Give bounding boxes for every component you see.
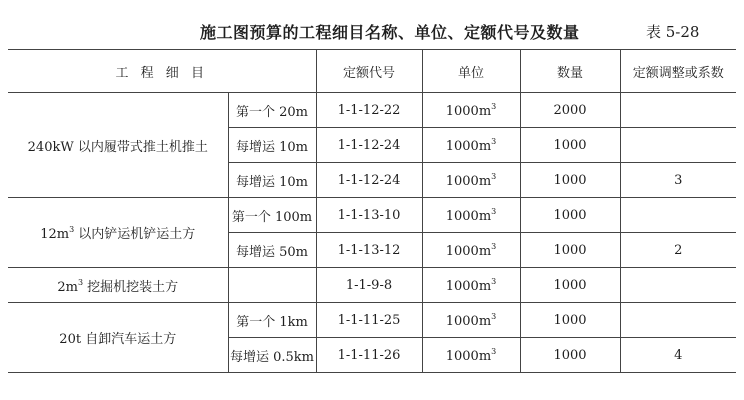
adjust-coefficient	[620, 268, 736, 303]
adjust-coefficient: 4	[620, 338, 736, 373]
quantity: 2000	[520, 93, 620, 128]
quantity: 1000	[520, 163, 620, 198]
sub-item: 第一个 100m	[228, 198, 316, 233]
header-qty: 数量	[520, 50, 620, 93]
sub-item: 第一个 20m	[228, 93, 316, 128]
work-item-name	[8, 268, 228, 303]
quota-code: 1-1-9-8	[316, 268, 422, 303]
sub-item: 每增运 50m	[228, 233, 316, 268]
unit-text: 1000m	[445, 173, 492, 189]
table-title: 施工图预算的工程细目名称、单位、定额代号及数量	[200, 23, 580, 42]
header-item: 工 程 细 目	[8, 50, 316, 93]
header-code: 定额代号	[316, 50, 422, 93]
unit-cell	[422, 303, 520, 338]
table-number: 表 5-28	[646, 23, 700, 41]
unit-text: 1000m	[445, 208, 492, 224]
work-item-name-text: 12m	[40, 227, 70, 242]
unit-cell	[422, 268, 520, 303]
sub-item: 每增运 10m	[228, 128, 316, 163]
adjust-coefficient	[620, 93, 736, 128]
work-item-name-text: 240kW 以内履带式推土机推土	[27, 139, 208, 155]
unit-cell	[422, 163, 520, 198]
unit-superscript: 3	[491, 276, 497, 286]
sub-item: 每增运 0.5km	[228, 338, 316, 373]
unit-superscript: 3	[491, 346, 497, 356]
unit-text: 1000m	[445, 348, 492, 364]
work-item-name	[8, 303, 228, 373]
unit-superscript: 3	[491, 136, 497, 146]
sub-item	[228, 268, 316, 303]
unit-text: 1000m	[445, 278, 492, 294]
quantity: 1000	[520, 198, 620, 233]
quota-code: 1-1-12-24	[316, 163, 422, 198]
unit-text: 1000m	[445, 313, 492, 329]
table-row	[8, 268, 736, 303]
work-item-name	[8, 93, 228, 198]
unit-cell	[422, 338, 520, 373]
table-row	[8, 198, 736, 233]
table-caption	[0, 20, 744, 44]
quantity: 1000	[520, 268, 620, 303]
adjust-coefficient: 2	[620, 233, 736, 268]
unit-superscript: 3	[491, 206, 497, 216]
sub-item: 每增运 10m	[228, 163, 316, 198]
table-row	[8, 93, 736, 128]
unit-cell	[422, 128, 520, 163]
quota-table	[8, 49, 736, 373]
quota-code: 1-1-13-12	[316, 233, 422, 268]
adjust-coefficient: 3	[620, 163, 736, 198]
table-header-row	[8, 50, 736, 93]
adjust-coefficient	[620, 128, 736, 163]
work-item-name-suffix: 以内铲运机铲运土方	[74, 227, 196, 242]
table-row	[8, 303, 736, 338]
work-item-name-superscript: 3	[77, 277, 84, 287]
unit-superscript: 3	[491, 311, 497, 321]
work-item-name-text: 20t 自卸汽车运土方	[59, 332, 177, 347]
quota-code: 1-1-12-24	[316, 128, 422, 163]
quantity: 1000	[520, 303, 620, 338]
unit-text: 1000m	[445, 243, 492, 259]
header-coef: 定额调整或系数	[620, 50, 736, 93]
unit-cell	[422, 233, 520, 268]
unit-text: 1000m	[445, 103, 492, 119]
work-item-name-superscript: 3	[69, 225, 75, 234]
unit-superscript: 3	[491, 241, 497, 251]
sub-item: 第一个 1km	[228, 303, 316, 338]
quota-code: 1-1-11-25	[316, 303, 422, 338]
unit-cell	[422, 93, 520, 128]
quota-code: 1-1-13-10	[316, 198, 422, 233]
unit-superscript: 3	[491, 171, 497, 181]
adjust-coefficient	[620, 303, 736, 338]
adjust-coefficient	[620, 198, 736, 233]
header-unit: 单位	[422, 50, 520, 93]
work-item-name-suffix: 挖掘机挖装土方	[83, 279, 179, 295]
quota-code: 1-1-12-22	[316, 93, 422, 128]
work-item-name-text: 2m	[57, 279, 78, 295]
quota-code: 1-1-11-26	[316, 338, 422, 373]
quantity: 1000	[520, 128, 620, 163]
work-item-name	[8, 198, 228, 268]
unit-superscript: 3	[491, 101, 497, 111]
unit-cell	[422, 198, 520, 233]
quantity: 1000	[520, 233, 620, 268]
quantity: 1000	[520, 338, 620, 373]
unit-text: 1000m	[445, 138, 492, 154]
